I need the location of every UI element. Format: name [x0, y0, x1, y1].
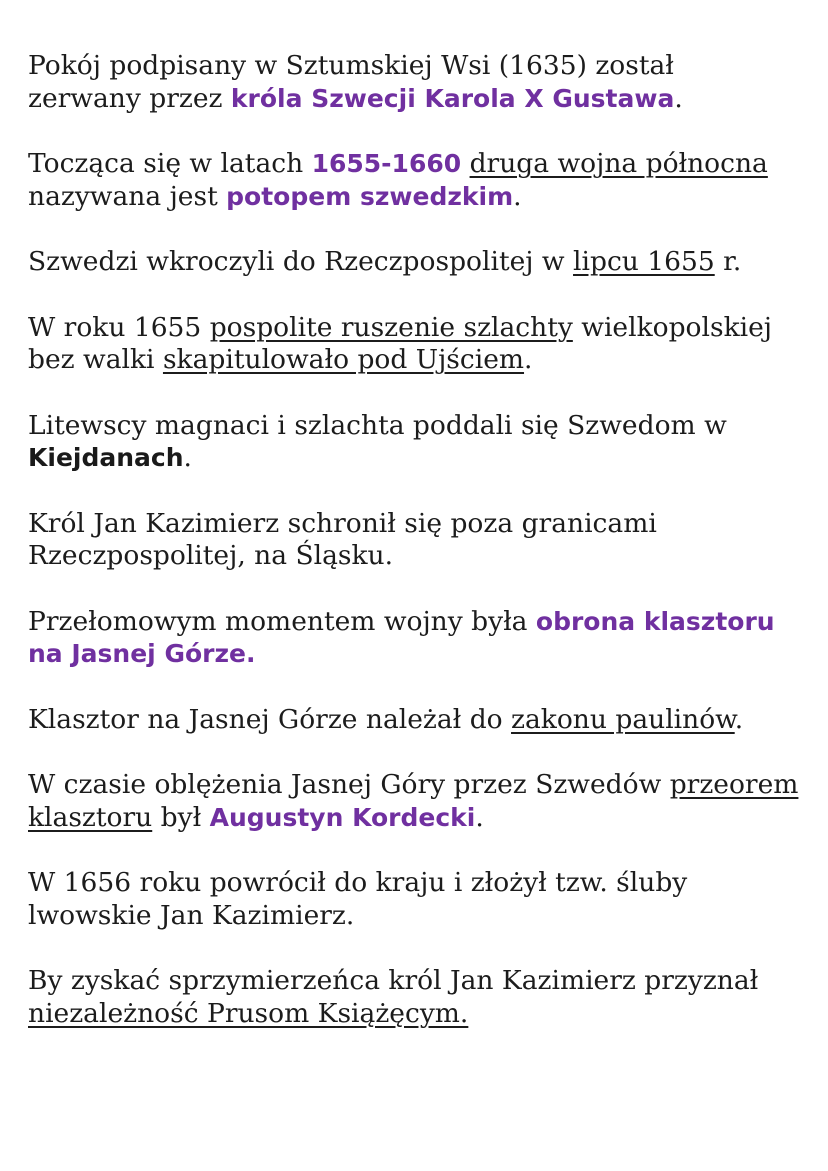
- text-line: [28, 704, 808, 737]
- underlined-term: lipcu 1655: [573, 246, 715, 277]
- text-line: [28, 638, 808, 671]
- text-run: .: [734, 703, 744, 735]
- paragraph-2: [28, 148, 808, 213]
- text-run: zerwany przez: [28, 82, 231, 114]
- text-run: wielkopolskiej: [572, 311, 773, 343]
- paragraph-8: [28, 704, 808, 737]
- text-line: [28, 606, 808, 639]
- paragraph-9: [28, 769, 808, 834]
- text-line: [28, 246, 808, 279]
- underlined-term: przeorem: [669, 769, 799, 800]
- highlighted-term: 1655-1660: [311, 149, 462, 178]
- text-line: [28, 181, 808, 214]
- text-run: W 1656 roku powrócił do kraju i złożył tzw. śluby: [28, 867, 688, 898]
- text-line: [28, 442, 808, 475]
- text-run: .: [524, 344, 533, 375]
- text-line: [28, 344, 808, 377]
- text-line: [28, 998, 808, 1031]
- text-line: [28, 50, 808, 83]
- text-line: [28, 83, 808, 116]
- text-run: Litewscy magnaci i szlachta poddali się Szwedom w: [28, 409, 727, 441]
- text-line: [28, 867, 808, 900]
- text-line: [28, 900, 808, 933]
- text-run: Szwedzi wkroczyli do Rzeczpospolitej w: [28, 246, 574, 277]
- underlined-term: niezależność Prusom Książęcym.: [28, 997, 469, 1029]
- text-run: .: [674, 82, 683, 114]
- text-run: r.: [714, 246, 742, 277]
- text-run: był: [152, 801, 210, 833]
- paragraph-5: [28, 410, 808, 475]
- text-run: nazywana jest: [28, 180, 227, 212]
- text-run: Klasztor na Jasnej Górze należał do: [28, 703, 512, 735]
- text-line: [28, 312, 808, 345]
- paragraph-4: [28, 312, 808, 377]
- bold-term: Kiejdanach: [28, 443, 184, 472]
- text-run: W czasie oblężenia Jasnej Góry przez Szwedów: [28, 769, 670, 800]
- text-run: bez walki: [28, 344, 163, 375]
- paragraph-3: [28, 246, 808, 279]
- underlined-term: pospolite ruszenie szlachty: [209, 311, 573, 343]
- paragraph-7: [28, 606, 808, 671]
- text-run: Przełomowym momentem wojny była: [28, 605, 536, 637]
- paragraph-1: [28, 50, 808, 115]
- text-run: lwowskie Jan Kazimierz.: [28, 899, 355, 931]
- text-line: [28, 410, 808, 443]
- underlined-term: skapitulowało pod Ujściem: [162, 344, 525, 375]
- text-run: .: [475, 801, 484, 833]
- text-run: .: [183, 442, 192, 473]
- text-line: [28, 769, 808, 802]
- text-line: [28, 540, 808, 573]
- text-run: Król Jan Kazimierz schronił się poza granicami: [28, 507, 657, 539]
- document-page: [28, 50, 808, 1063]
- highlighted-term: na Jasnej Górze.: [28, 639, 256, 668]
- underlined-term: zakonu paulinów: [511, 703, 735, 735]
- text-run: [461, 148, 469, 179]
- highlighted-term: obrona klasztoru: [535, 606, 775, 636]
- highlighted-term: króla Szwecji Karola X Gustawa: [230, 83, 675, 113]
- paragraph-6: [28, 508, 808, 573]
- underlined-term: druga wojna północna: [469, 148, 768, 179]
- text-run: Rzeczpospolitej, na Śląsku.: [28, 540, 394, 571]
- text-run: .: [513, 180, 522, 212]
- text-line: [28, 148, 808, 181]
- underlined-term: klasztoru: [28, 801, 153, 833]
- highlighted-term: Augustyn Kordecki: [209, 802, 476, 832]
- text-run: Pokój podpisany w Sztumskiej Wsi (1635) został: [28, 50, 674, 81]
- paragraph-10: [28, 867, 808, 932]
- text-run: Tocząca się w latach: [28, 148, 312, 179]
- text-run: W roku 1655: [28, 311, 210, 343]
- text-line: [28, 802, 808, 835]
- paragraph-11: [28, 965, 808, 1030]
- highlighted-term: potopem szwedzkim: [226, 181, 514, 211]
- text-line: [28, 965, 808, 998]
- text-run: By zyskać sprzymierzeńca król Jan Kazimierz przyznał: [28, 965, 759, 996]
- text-line: [28, 508, 808, 541]
